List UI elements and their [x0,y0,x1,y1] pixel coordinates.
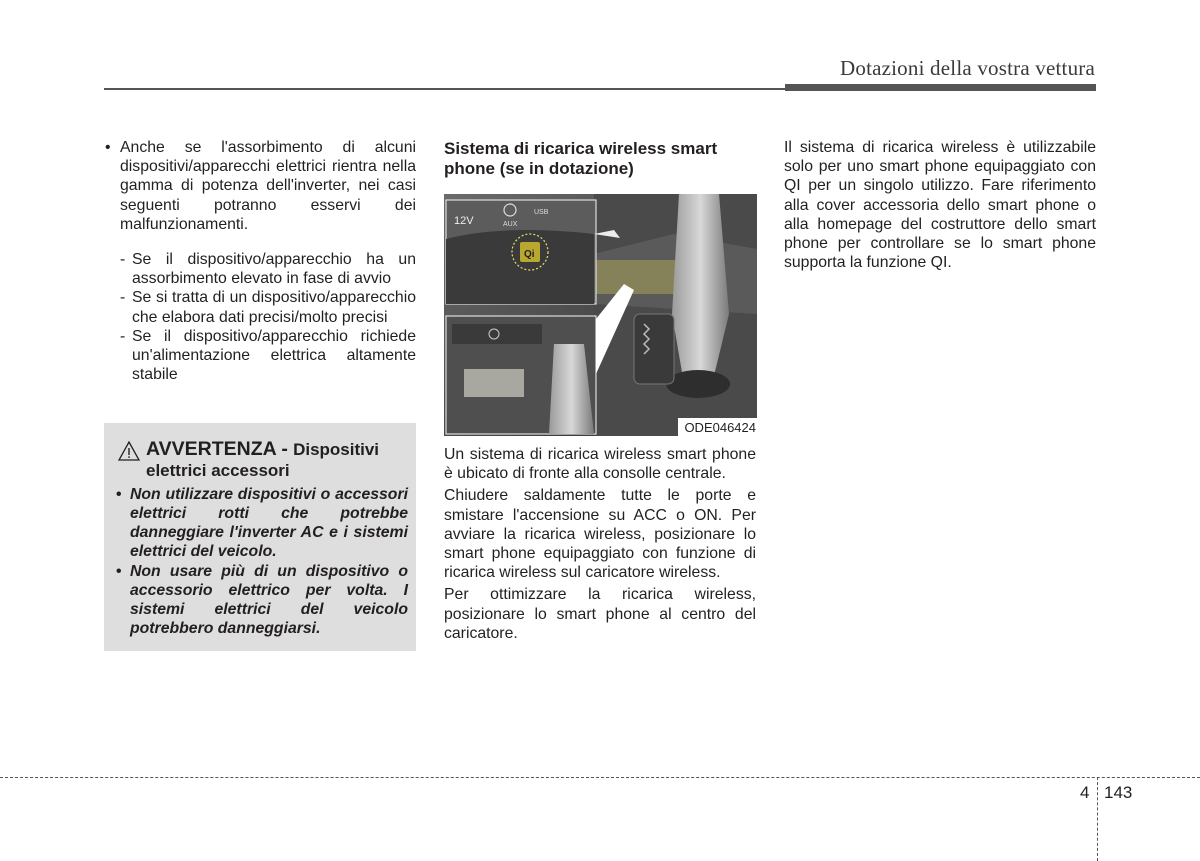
wireless-charger-figure [444,194,757,436]
paragraph: Il sistema di ricarica wireless è utilizzabile solo per uno smart phone equipaggiato con QI per un singolo utilizzo. Fare riferimento alla cover accessoria dello smart phone o alla homepage del costruttore dello smart phone per controllare se lo smart phone supporta la funzione QI. [784,139,1096,272]
figure-code: ODE046424 [678,418,757,436]
console-illustration [444,194,757,436]
bullet-item [104,138,416,234]
section-title: Sistema di ricarica wireless smart phone (se in dotazione) [444,139,718,178]
footer-rule [0,777,1200,778]
paragraph: Per ottimizzare la ricarica wireless, posizionare lo smart phone al centro del caricatore. [444,586,756,642]
label-aux: AUX [503,221,518,228]
column-middle [444,138,756,643]
paragraph: Un sistema di ricarica wireless smart phone è ubicato di fronte alla consolle centrale. [444,446,756,483]
warning-item: • Non usare più di un dispositivo o accessorio elettrico per volta. I sistemi elettrici del veicolo potrebbero danneggiarsi. [116,563,408,637]
label-12v: 12V [454,215,474,227]
warning-title: AVVERTENZA - Dispositivi elettrici accessori [146,438,380,480]
header-rule-bar [785,84,1096,91]
sub-list-item: - Se il dispositivo/apparecchio richiede un'alimentazione elettrica altamente stabile [120,327,416,384]
column-left [104,138,416,384]
sub-list-item: - Se il dispositivo/apparecchio ha un assorbimento elevato in fase di avvio [120,251,416,288]
page-header-title: Dotazioni della vostra vettura [840,56,1095,80]
sub-list [104,250,416,384]
chapter-number: 4 [1080,783,1090,802]
warning-box [104,423,416,651]
bullet-text: Anche se l'assorbimento di alcuni dispositivi/apparecchi elettrici rientra nella gamma di potenza dell'inverter, nei casi seguenti potranno esservi dei malfunzionamenti. [120,139,416,233]
sub-list-item: - Se si tratta di un dispositivo/apparecchio che elabora dati precisi/molto precisi [120,289,416,326]
label-usb: USB [534,209,549,216]
qi-logo: Qi [524,249,535,260]
footer-divider [1097,777,1098,861]
warning-item: • Non utilizzare dispositivi o accessori elettrici rotti che potrebbe danneggiare l'inverter AC e i sistemi elettrici del veicolo. [116,486,408,560]
column-right [784,138,1096,272]
bullet-dot: • [105,139,111,156]
page-number: 143 [1104,783,1133,802]
warning-triangle-icon [118,441,140,461]
warning-list [116,485,408,639]
paragraph: Chiudere saldamente tutte le porte e smistare l'accensione su ACC o ON. Per avviare la ricarica wireless, posizionare lo smart phone equipaggiato con funzione di ricarica wireless sul caricatore wireless. [444,487,756,582]
header-rule [104,88,787,90]
warning-header [118,439,408,481]
